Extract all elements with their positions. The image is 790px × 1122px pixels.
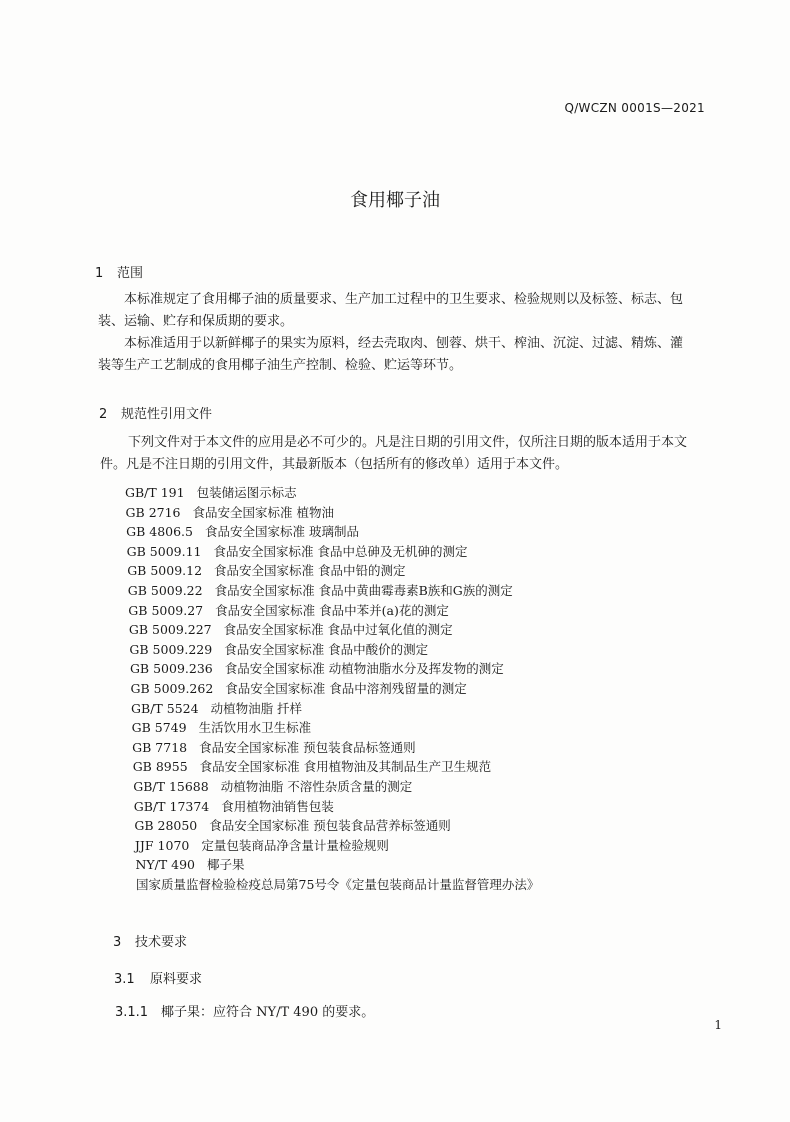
reference-title: 食品安全国家标准 预包装食品营养标签通则 <box>209 818 451 834</box>
reference-code: GB/T 191 <box>125 485 185 500</box>
paragraph-line: 下列文件对于本文件的应用是必不可少的。凡是注日期的引用文件，仅所注日期的版本适用于本文 <box>128 435 688 450</box>
reference-item <box>125 659 539 679</box>
reference-code: GB 5009.262 <box>130 680 214 696</box>
reference-item <box>125 757 539 777</box>
section-2-heading <box>99 403 212 422</box>
reference-code: GB/T 5524 <box>131 700 199 716</box>
standard-code: Q/WCZN 0001S—2021 <box>564 101 705 115</box>
reference-title: 食品安全国家标准 食品中黄曲霉毒素B族和G族的测定 <box>214 582 513 598</box>
paragraph-line: 件。凡是不注日期的引用文件，其最新版本（包括所有的修改单）适用于本文件。 <box>100 457 569 472</box>
reference-code: GB 7718 <box>132 739 188 755</box>
subsection-title: 原料要求 <box>150 972 203 987</box>
clause-text: 椰子果：应符合 NY/T 490 的要求。 <box>161 1005 375 1020</box>
reference-title: 食品安全国家标准 食品中过氧化值的测定 <box>223 622 453 638</box>
section-number: 1 <box>95 266 104 281</box>
reference-title: 生活饮用水卫生标准 <box>198 720 312 736</box>
reference-title: 食品安全国家标准 食用植物油及其制品生产卫生规范 <box>199 759 492 775</box>
reference-item <box>125 601 539 621</box>
reference-item <box>125 679 539 699</box>
subsection-number: 3.1 <box>114 972 135 987</box>
reference-code: GB 5009.236 <box>129 661 213 677</box>
reference-item <box>125 699 539 719</box>
reference-item <box>125 640 539 660</box>
reference-code: JJF 1070 <box>134 837 190 853</box>
reference-title: 食品安全国家标准 食品中总砷及无机砷的测定 <box>213 543 468 559</box>
paragraph-line: 本标准规定了食用椰子油的质量要求、生产加工过程中的卫生要求、检验规则以及标签、标志、包 <box>124 292 684 307</box>
section-number: 2 <box>99 407 108 422</box>
reference-title: 食品安全国家标准 食品中苯并(a)花的测定 <box>215 602 449 618</box>
reference-title: 食品安全国家标准 食品中酸价的测定 <box>224 641 429 657</box>
reference-title: 食品安全国家标准 植物油 <box>192 504 334 520</box>
reference-code: GB 5009.227 <box>128 622 212 638</box>
reference-code: GB 5009.12 <box>127 563 203 579</box>
reference-item <box>125 561 539 581</box>
section-title: 范围 <box>117 266 144 281</box>
reference-item <box>125 483 539 503</box>
reference-title: 食品安全国家标准 动植物油脂水分及挥发物的测定 <box>224 661 504 677</box>
reference-item <box>125 875 539 895</box>
reference-code: GB 5009.229 <box>129 641 213 657</box>
reference-code: GB 4806.5 <box>126 524 193 540</box>
section-title: 规范性引用文件 <box>121 407 213 422</box>
reference-code: NY/T 490 <box>135 857 196 873</box>
reference-title: 食品安全国家标准 预包装食品标签通则 <box>199 739 416 755</box>
reference-title: 食品安全国家标准 食品中铅的测定 <box>214 563 406 579</box>
section-1-heading <box>95 262 143 281</box>
section-number: 3 <box>113 935 122 950</box>
reference-code: GB 5009.27 <box>128 602 204 618</box>
page-number: 1 <box>714 1018 722 1032</box>
reference-item <box>125 836 539 856</box>
clause-3-1-1 <box>115 1001 374 1020</box>
reference-code: GB/T 17374 <box>133 798 210 814</box>
reference-code: GB/T 15688 <box>133 778 209 794</box>
section-title: 技术要求 <box>135 935 188 950</box>
reference-item <box>125 738 539 758</box>
reference-title: 食品安全国家标准 食品中溶剂残留量的测定 <box>225 680 467 696</box>
reference-item <box>125 542 539 562</box>
reference-list <box>125 483 539 894</box>
page-title: 食用椰子油 <box>350 190 440 211</box>
reference-code: GB 2716 <box>125 504 181 520</box>
reference-code: GB 8955 <box>132 759 188 775</box>
reference-title: 食品安全国家标准 玻璃制品 <box>204 524 359 540</box>
reference-title: 动植物油脂 扦样 <box>210 700 303 716</box>
reference-title: 动植物油脂 不溶性杂质含量的测定 <box>220 778 413 794</box>
reference-item <box>125 503 539 523</box>
clause-number: 3.1.1 <box>115 1005 149 1020</box>
reference-code: GB 5009.22 <box>127 582 203 598</box>
reference-item <box>125 816 539 836</box>
reference-code: GB 5749 <box>131 720 187 736</box>
reference-title: 椰子果 <box>207 857 245 873</box>
reference-title: 包装储运图示标志 <box>196 485 297 500</box>
reference-title: 国家质量监督检验检疫总局第75号令《定量包装商品计量监督管理办法》 <box>136 876 540 892</box>
reference-item <box>125 855 539 875</box>
reference-title: 食用植物油销售包装 <box>221 798 334 814</box>
reference-item <box>125 620 539 640</box>
reference-item <box>125 777 539 797</box>
reference-code: GB 28050 <box>134 818 198 834</box>
subsection-3-1-heading <box>114 968 202 987</box>
reference-item <box>125 581 539 601</box>
paragraph-line: 装、运输、贮存和保质期的要求。 <box>98 314 294 329</box>
section-3-heading <box>113 931 187 950</box>
paragraph-line: 装等生产工艺制成的食用椰子油生产控制、检验、贮运等环节。 <box>98 358 463 373</box>
reference-item <box>125 797 539 817</box>
paragraph-line: 本标准适用于以新鲜椰子的果实为原料，经去壳取肉、刨蓉、烘干、榨油、沉淀、过滤、精炼、灌 <box>124 336 684 351</box>
reference-item <box>125 522 539 542</box>
reference-code: GB 5009.11 <box>126 543 202 559</box>
reference-title: 定量包装商品净含量计量检验规则 <box>201 837 389 853</box>
reference-item <box>125 718 539 738</box>
